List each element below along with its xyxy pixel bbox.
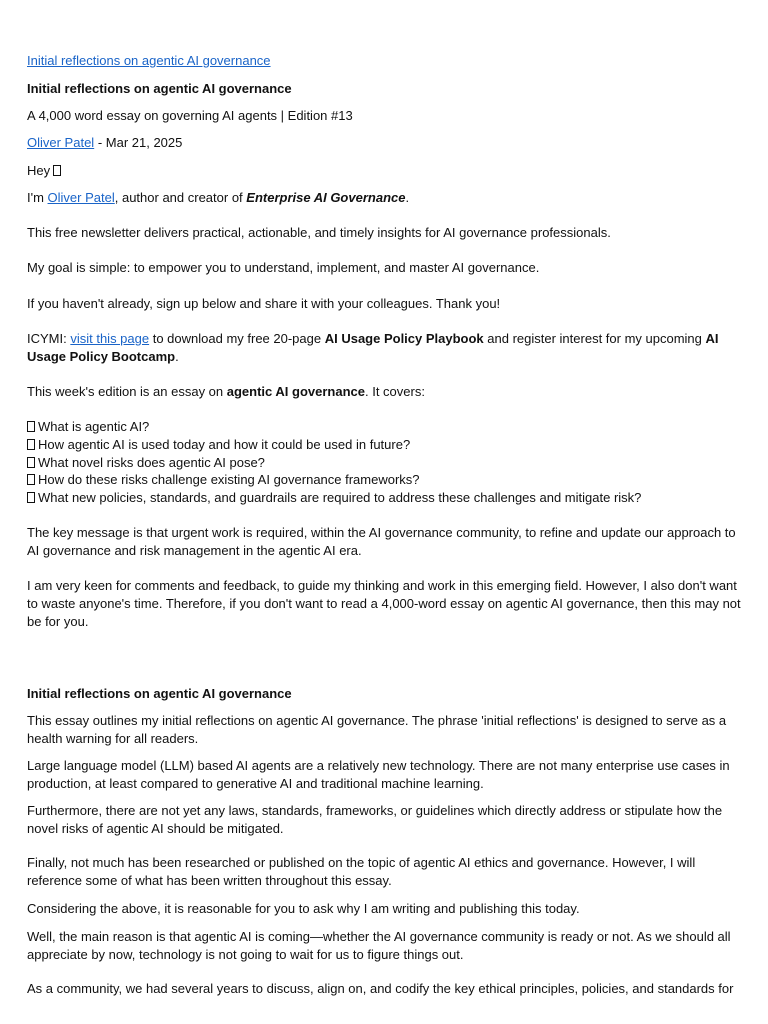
top-title-link-text[interactable]: Initial reflections on agentic AI governance xyxy=(27,53,271,68)
visit-page-link[interactable]: visit this page xyxy=(70,331,150,346)
greeting xyxy=(27,162,743,180)
publication-name: Enterprise AI Governance xyxy=(246,190,406,205)
intro-paragraph-1: This free newsletter delivers practical, actionable, and timely insights for AI governance professionals. xyxy=(27,225,611,240)
covers-item-text: What new policies, standards, and guardrails are required to address these challenges and mitigate risk? xyxy=(38,490,642,505)
covers-item-text: What is agentic AI? xyxy=(38,419,150,434)
essay-paragraph: Furthermore, there are not yet any laws, standards, frameworks, or guidelines which directly address or stipulate how the novel risks of agentic AI should be mitigated. xyxy=(27,803,723,836)
bullet-emoji-icon xyxy=(27,457,35,468)
essay-paragraph: As a community, we had several years to discuss, align on, and codify the key ethical principles, policies, and standards for xyxy=(27,981,734,996)
covers-list-item xyxy=(27,418,743,436)
intro-mid: , author and creator of xyxy=(114,190,247,205)
intro-author-link[interactable]: Oliver Patel xyxy=(47,190,115,205)
wave-emoji-icon xyxy=(53,165,61,176)
essay-heading: Initial reflections on agentic AI governance xyxy=(27,686,292,701)
post-title: Initial reflections on agentic AI governance xyxy=(27,81,292,96)
greeting-text: Hey xyxy=(27,163,51,178)
icymi-mid2: and register interest for my upcoming xyxy=(483,331,706,346)
bootcamp-name: AI Usage Policy Bootcamp xyxy=(27,331,719,364)
bullet-emoji-icon xyxy=(27,439,35,450)
icymi-prefix: ICYMI: xyxy=(27,331,71,346)
author-link[interactable]: Oliver Patel xyxy=(27,135,95,150)
essay-paragraph: Large language model (LLM) based AI agents are a relatively new technology. There are not many enterprise use cases in production, at least compared to generative AI and traditional machine learning. xyxy=(27,758,730,791)
intro-end: . xyxy=(405,190,410,205)
key-message-paragraph: The key message is that urgent work is required, within the AI governance community, to refine and update our approach to AI governance and risk management in the agentic AI era. xyxy=(27,525,736,558)
bullet-emoji-icon xyxy=(27,492,35,503)
intro-author-line xyxy=(27,189,743,207)
essay-paragraph: This essay outlines my initial reflections on agentic AI governance. The phrase 'initial reflections' is designed to serve as a health warning for all readers. xyxy=(27,713,727,746)
week-topic: agentic AI governance xyxy=(226,384,365,399)
covers-item-text: How do these risks challenge existing AI governance frameworks? xyxy=(38,472,420,487)
intro-paragraph-3: If you haven't already, sign up below and share it with your colleagues. Thank you! xyxy=(27,296,501,311)
week-intro xyxy=(27,383,743,401)
essay-paragraph: Well, the main reason is that agentic AI is coming—whether the AI governance community is ready or not. As we should all appreciate by now, technology is not going to wait for us to figure things out. xyxy=(27,929,731,962)
top-title-link[interactable] xyxy=(27,52,743,70)
essay-paragraph: Finally, not much has been researched or published on the topic of agentic AI ethics and governance. However, I will reference some of what has been written throughout this essay. xyxy=(27,855,696,888)
covers-list-item xyxy=(27,489,743,507)
playbook-name: AI Usage Policy Playbook xyxy=(324,331,484,346)
icymi-end: . xyxy=(175,349,179,364)
covers-list-item xyxy=(27,436,743,454)
post-date: Mar 21, 2025 xyxy=(105,135,183,150)
feedback-paragraph: I am very keen for comments and feedback, to guide my thinking and work in this emerging field. However, I also don't want to waste anyone's time. Therefore, if you don't want to read a 4,000-word essay on agentic AI governance, then this may not be for you. xyxy=(27,578,741,629)
covers-item-text: How agentic AI is used today and how it could be used in future? xyxy=(38,437,411,452)
covers-item-text: What novel risks does agentic AI pose? xyxy=(38,455,265,470)
post-subtitle: A 4,000 word essay on governing AI agents | Edition #13 xyxy=(27,108,353,123)
icymi-paragraph xyxy=(27,330,743,366)
byline xyxy=(27,134,743,152)
bullet-emoji-icon xyxy=(27,421,35,432)
essay-paragraph: Considering the above, it is reasonable for you to ask why I am writing and publishing this today. xyxy=(27,901,580,916)
bullet-emoji-icon xyxy=(27,474,35,485)
intro-prefix: I'm xyxy=(27,190,48,205)
intro-paragraph-2: My goal is simple: to empower you to understand, implement, and master AI governance. xyxy=(27,260,540,275)
week-end: . It covers: xyxy=(364,384,425,399)
covers-list-item xyxy=(27,471,743,489)
week-prefix: This week's edition is an essay on xyxy=(27,384,227,399)
icymi-mid: to download my free 20-page xyxy=(149,331,325,346)
byline-separator: - xyxy=(94,135,106,150)
covers-list-item xyxy=(27,454,743,472)
